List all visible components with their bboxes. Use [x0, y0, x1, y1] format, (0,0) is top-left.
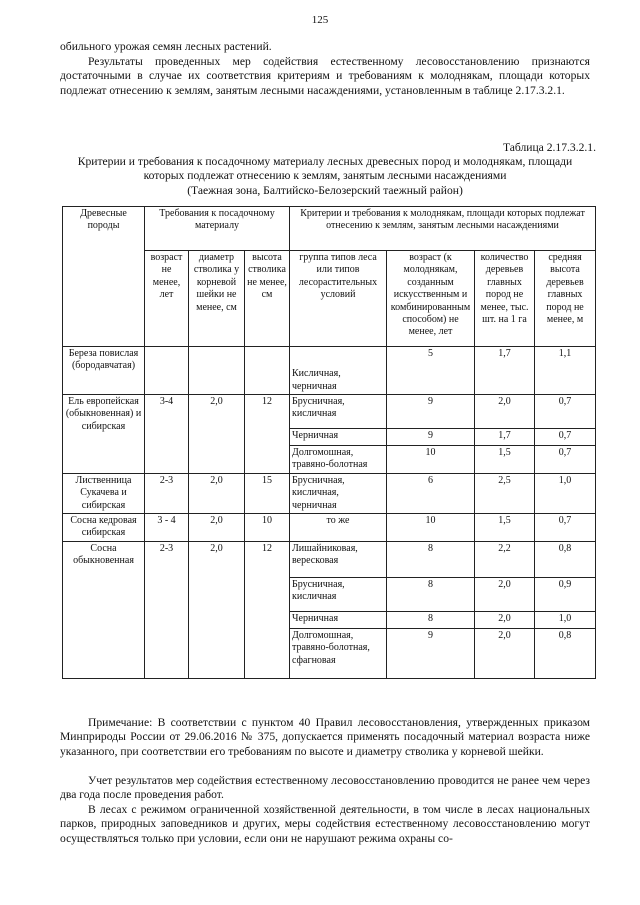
forest-type-cell: Долгомошная, травяно-болотная, сфагновая — [290, 629, 387, 679]
tree-count-cell: 2,0 — [475, 578, 535, 612]
young-age-cell: 10 — [387, 446, 475, 474]
height-cell: 15 — [245, 473, 290, 513]
species-cell: Сосна обыкновенная — [63, 542, 145, 679]
species-cell: Береза повислая (бородавчатая) — [63, 347, 145, 395]
header-forest-type: группа типов леса или типов лесорастительных условий — [290, 251, 387, 347]
header-planting-material: Требования к посадочному материалу — [145, 207, 290, 251]
age-cell — [145, 347, 189, 395]
table-row — [63, 473, 596, 513]
tree-count-cell: 1,7 — [475, 429, 535, 446]
forest-type-cell: Лишайниковая, вересковая — [290, 542, 387, 578]
tree-count-cell: 1,5 — [475, 446, 535, 474]
tree-count-cell: 2,0 — [475, 629, 535, 679]
mean-height-cell: 0,9 — [535, 578, 596, 612]
species-cell: Сосна кедровая сибирская — [63, 514, 145, 542]
tree-count-cell: 2,5 — [475, 473, 535, 513]
forest-type-cell: Черничная — [290, 612, 387, 629]
young-age-cell: 8 — [387, 542, 475, 578]
tree-count-cell: 2,0 — [475, 612, 535, 629]
tree-count-cell: 2,0 — [475, 395, 535, 429]
species-cell: Ель европейская (обыкновенная) и сибирская — [63, 395, 145, 474]
header-height: высота стволика не менее, см — [245, 251, 290, 347]
table-number: Таблица 2.17.3.2.1. — [502, 141, 596, 154]
note-paragraph: Примечание: В соответствии с пунктом 40 Правил лесовосстановления, утвержденных приказом Минприроды России от 29.06.2016 № 375, допускается применять посадочный материал возраста ниже указанного, при соответствии его требованиям по высоте и диаметру стволика у корневой шейки. — [60, 716, 590, 758]
mean-height-cell: 0,7 — [535, 429, 596, 446]
height-cell: 10 — [245, 514, 290, 542]
height-cell: 12 — [245, 395, 290, 474]
table-row — [63, 347, 596, 395]
forest-type-cell: то же — [290, 514, 387, 542]
mean-height-cell: 1,0 — [535, 473, 596, 513]
forest-type-cell: Брусничная, кисличная — [290, 395, 387, 429]
height-cell: 12 — [245, 542, 290, 679]
young-age-cell: 5 — [387, 347, 475, 395]
young-age-cell: 9 — [387, 429, 475, 446]
age-cell: 2-3 — [145, 542, 189, 679]
tree-count-cell: 1,7 — [475, 347, 535, 395]
height-cell — [245, 347, 290, 395]
header-species: Древесные породы — [63, 207, 145, 347]
forest-type-cell: Брусничная, кисличная, черничная — [290, 473, 387, 513]
caption-zone: (Таежная зона, Балтийско-Белозерский таежный район) — [187, 183, 463, 197]
tree-count-cell: 2,2 — [475, 542, 535, 578]
table-row — [63, 514, 596, 542]
young-age-cell: 10 — [387, 514, 475, 542]
mean-height-cell: 1,1 — [535, 347, 596, 395]
young-age-cell: 6 — [387, 473, 475, 513]
species-cell: Лиственница Сукачева и сибирская — [63, 473, 145, 513]
diameter-cell: 2,0 — [189, 395, 245, 474]
young-age-cell: 8 — [387, 612, 475, 629]
mean-height-cell: 0,7 — [535, 395, 596, 429]
forest-type-cell: Кисличная, черничная — [290, 347, 387, 395]
header-mean-height: средняя высота деревьев главных пород не менее, м — [535, 251, 596, 347]
age-cell: 3-4 — [145, 395, 189, 474]
intro-line: обильного урожая семян лесных растений. — [60, 40, 272, 53]
diameter-cell: 2,0 — [189, 514, 245, 542]
header-young-age: возраст (к молоднякам, созданным искусственным и комбинированным способом) не менее, лет — [387, 251, 475, 347]
header-tree-count: количество деревьев главных пород не менее, тыс. шт. на 1 га — [475, 251, 535, 347]
accounting-paragraph: Учет результатов мер содействия естественному лесовосстановлению проводится не ранее чем через два года после проведения работ. — [60, 774, 590, 802]
diameter-cell: 2,0 — [189, 542, 245, 679]
criteria-table — [62, 206, 596, 679]
young-age-cell: 9 — [387, 395, 475, 429]
age-cell: 2-3 — [145, 473, 189, 513]
header-diameter: диаметр стволика у корневой шейки не менее, см — [189, 251, 245, 347]
results-paragraph: Результаты проведенных мер содействия естественному лесовосстановлению признаются достаточными в случае их соответствия критериям и требованиям к молоднякам, площади которых подлежат отнесению к землям, занятым лесными насаждениями, установленным в таблице 2.17.3.2.1. — [60, 55, 590, 97]
table-caption — [60, 155, 590, 198]
page-number: 125 — [311, 14, 329, 26]
tree-count-cell: 1,5 — [475, 514, 535, 542]
table-row — [63, 395, 596, 429]
forest-type-cell: Долгомошная, травяно-болотная — [290, 446, 387, 474]
table-row — [63, 542, 596, 578]
young-age-cell: 8 — [387, 578, 475, 612]
mean-height-cell: 0,7 — [535, 446, 596, 474]
header-age: возраст не менее, лет — [145, 251, 189, 347]
forest-type-cell: Брусничная, кисличная — [290, 578, 387, 612]
forest-type-cell: Черничная — [290, 429, 387, 446]
mean-height-cell: 1,0 — [535, 612, 596, 629]
caption-title: Критерии и требования к посадочному материалу лесных древесных пород и молоднякам, площади которых подлежат отнесению к землям, занятым лесными насаждениями — [77, 155, 573, 183]
diameter-cell — [189, 347, 245, 395]
protected-forests-paragraph: В лесах с режимом ограниченной хозяйственной деятельности, в том числе в лесах национальных парков, природных заповедников и других, меры содействия естественному лесовосстановлению могут осуществляться только при условии, если они не нарушают режима охраны со- — [60, 803, 590, 845]
mean-height-cell: 0,7 — [535, 514, 596, 542]
mean-height-cell: 0,8 — [535, 542, 596, 578]
young-age-cell: 9 — [387, 629, 475, 679]
diameter-cell: 2,0 — [189, 473, 245, 513]
age-cell: 3 - 4 — [145, 514, 189, 542]
header-young-stands: Критерии и требования к молоднякам, площади которых подлежат отнесению к землям, занятым лесными насаждениями — [290, 207, 596, 251]
mean-height-cell: 0,8 — [535, 629, 596, 679]
